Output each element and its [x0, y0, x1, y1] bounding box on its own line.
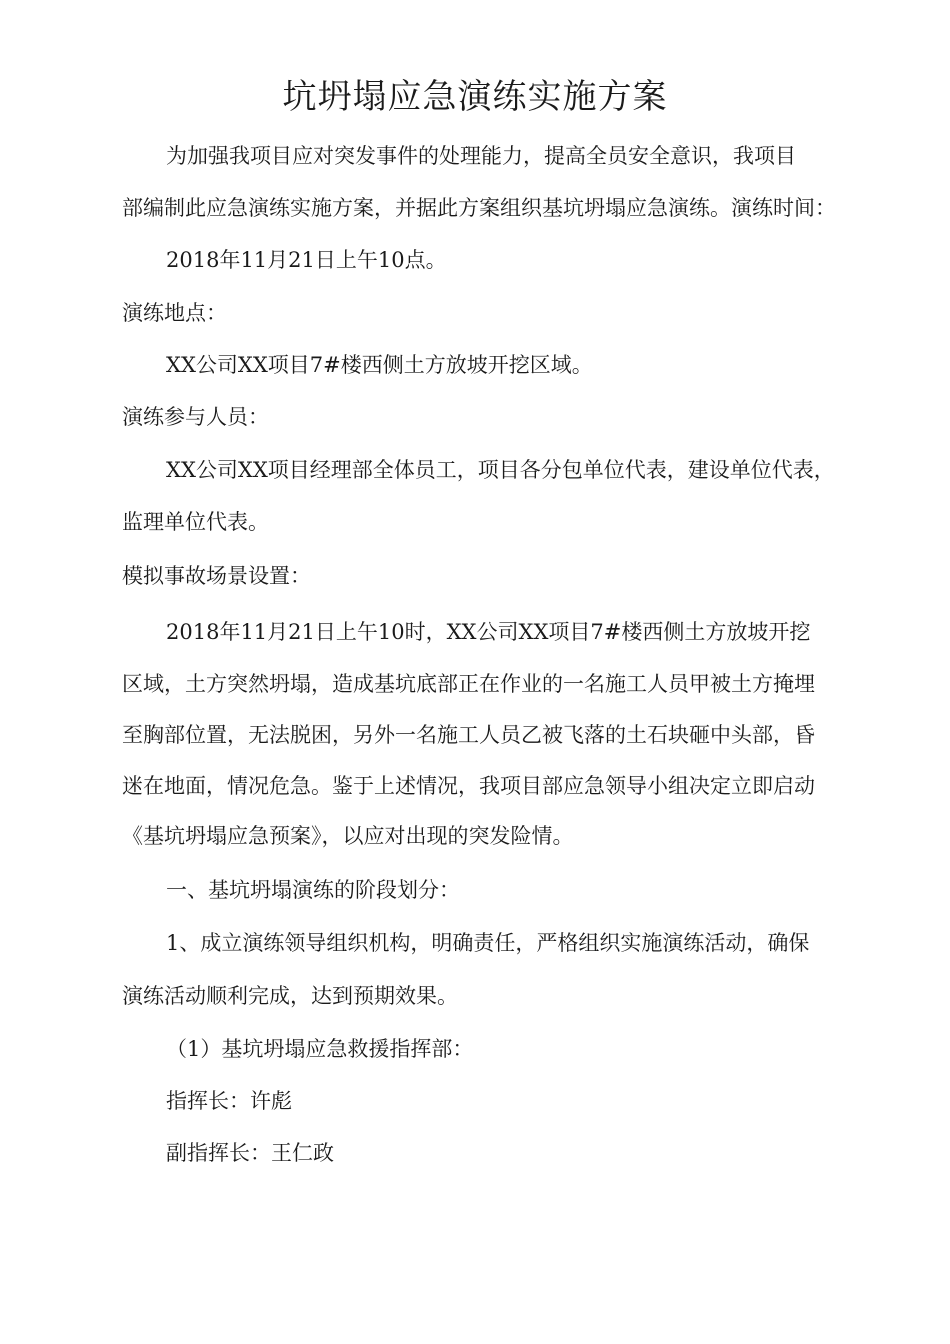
section-label: 演练地点：	[122, 301, 227, 325]
paragraph-line: 2018年11月21日上午10点。	[166, 248, 447, 272]
paragraph-line: 区域，土方突然坍塌，造成基坑底部正在作业的一名施工人员甲被土方掩埋	[122, 672, 815, 696]
role-line: 指挥长：许彪	[166, 1089, 292, 1113]
paragraph-line: 监理单位代表。	[122, 510, 269, 534]
paragraph-line: XX公司XX项目7#楼西侧土方放坡开挖区域。	[166, 353, 593, 377]
paragraph-line: 2018年11月21日上午10时，XX公司XX项目7#楼西侧土方放坡开挖	[166, 620, 811, 644]
paragraph-line: XX公司XX项目经理部全体员工，项目各分包单位代表，建设单位代表，	[166, 458, 835, 482]
section-label: 演练参与人员：	[122, 405, 269, 429]
subsection-heading: （1）基坑坍塌应急救援指挥部：	[166, 1037, 474, 1061]
paragraph-line: 《基坑坍塌应急预案》，以应对出现的突发险情。	[122, 824, 574, 848]
paragraph-line: 为加强我项目应对突发事件的处理能力，提高全员安全意识，我项目	[166, 144, 796, 168]
role-line: 副指挥长：王仁政	[166, 1141, 334, 1165]
paragraph-line: 部编制此应急演练实施方案，并据此方案组织基坑坍塌应急演练。演练时间：	[122, 196, 836, 220]
document-title: 坑坍塌应急演练实施方案	[282, 77, 668, 117]
paragraph-line: 迷在地面，情况危急。鉴于上述情况，我项目部应急领导小组决定立即启动	[122, 774, 815, 798]
section-heading: 一、基坑坍塌演练的阶段划分：	[166, 878, 460, 902]
paragraph-line: 演练活动顺利完成，达到预期效果。	[122, 984, 458, 1008]
paragraph-line: 至胸部位置，无法脱困，另外一名施工人员乙被飞落的土石块砸中头部，昏	[122, 723, 815, 747]
section-label: 模拟事故场景设置：	[122, 564, 311, 588]
paragraph-line: 1、成立演练领导组织机构，明确责任，严格组织实施演练活动，确保	[166, 931, 810, 955]
